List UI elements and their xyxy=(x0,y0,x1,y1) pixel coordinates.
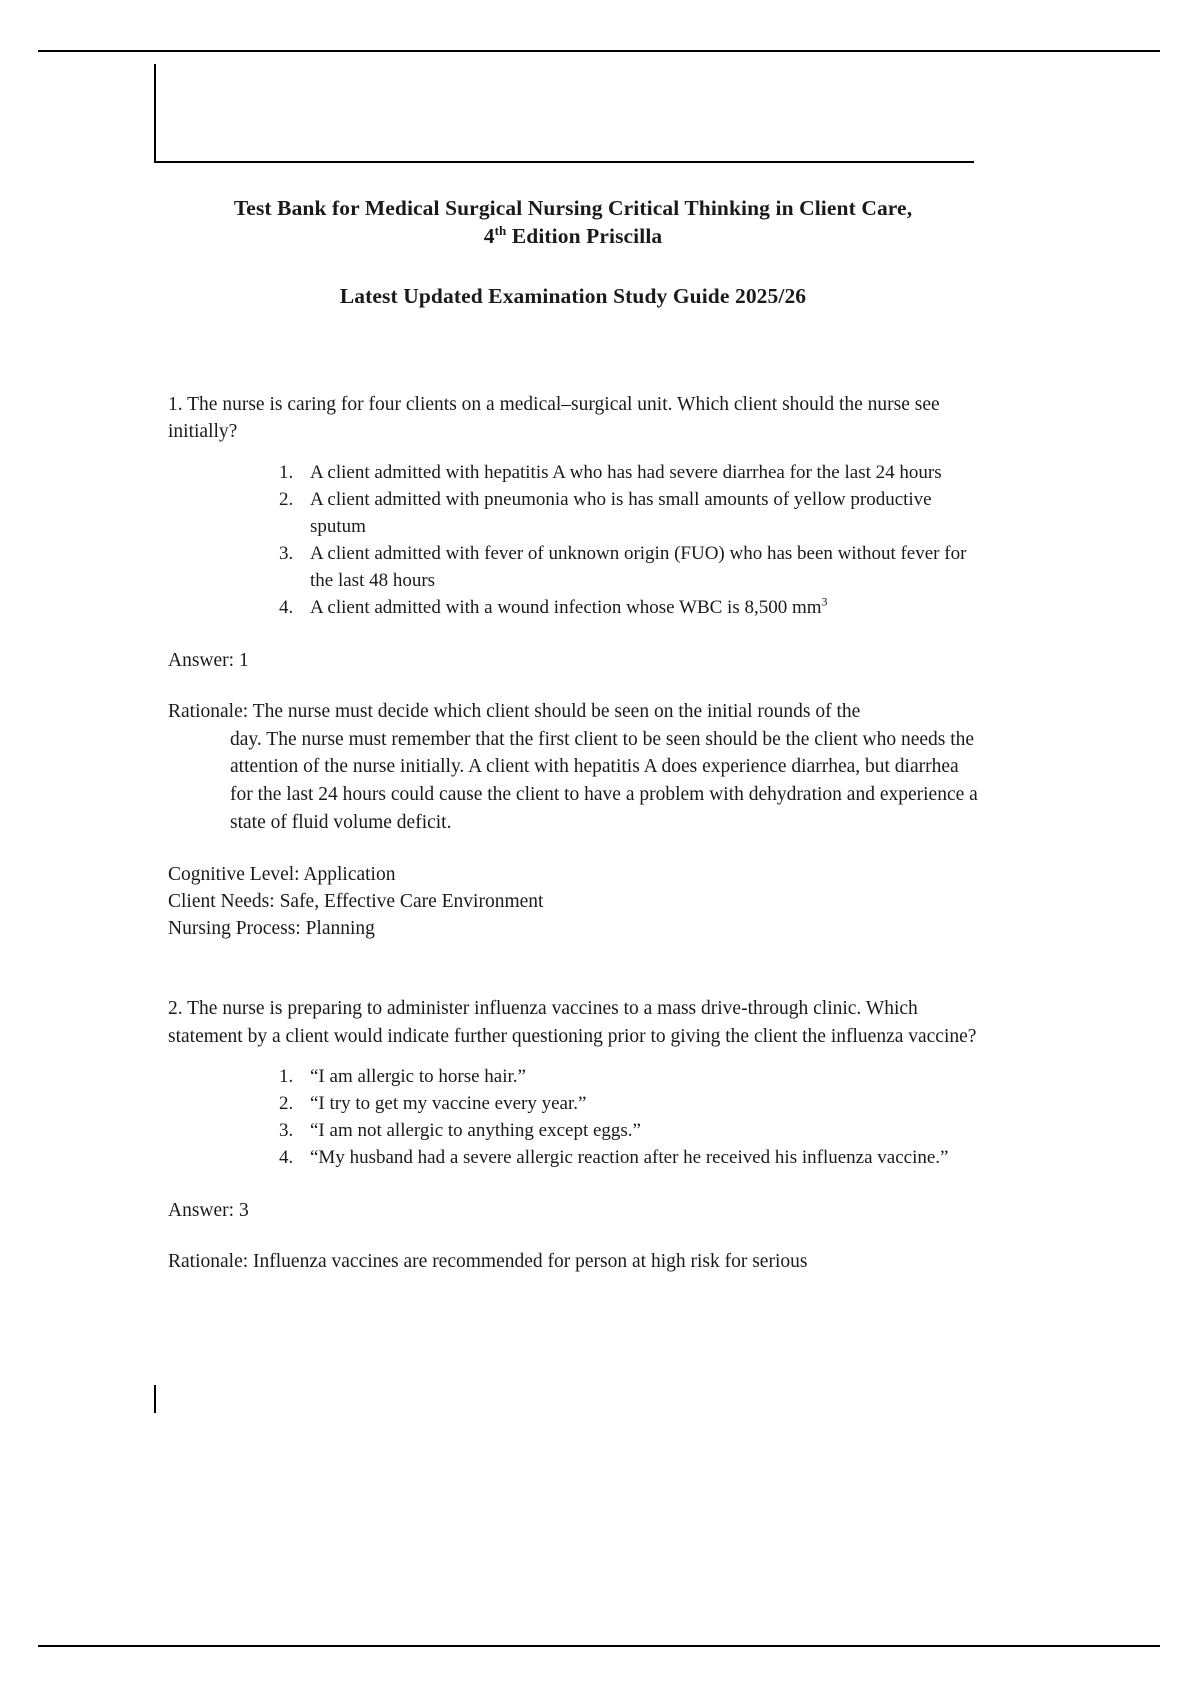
header-rule-block xyxy=(168,62,978,162)
option-item[interactable]: 2. A client admitted with pneumonia who is has small amounts of yellow productive sputum xyxy=(298,487,978,541)
page-title-ordinal-suffix: th xyxy=(494,223,507,239)
rationale-body-text: day. The nurse must remember that the first client to be seen should be the client who needs the attention of the nurse initially. A client with hepatitis A does experience diarrhea, but diarrhea for the last 24 hours could cause the client to have a problem with dehydration and experience a state of fluid volume deficit. xyxy=(230,728,978,833)
option-item[interactable]: 3. “I am not allergic to anything except eggs.” xyxy=(298,1118,978,1145)
option-item[interactable]: 1. “I am allergic to horse hair.” xyxy=(298,1064,978,1091)
footer-vertical-bar xyxy=(154,1385,156,1413)
question-block-1 xyxy=(168,391,978,943)
rationale-1 xyxy=(168,698,978,836)
option-item[interactable]: 3. A client admitted with fever of unknown origin (FUO) who has been without fever for the last 48 hours xyxy=(298,541,978,595)
title-spacer-2 xyxy=(168,361,978,391)
option-superscript: 3 xyxy=(821,594,828,609)
question-stem-1: 1. The nurse is caring for four clients on a medical–surgical unit. Which client should the nurse see initially? xyxy=(168,393,940,443)
title-spacer xyxy=(168,309,978,361)
rationale-first-line xyxy=(168,698,978,726)
page-title-line1: Test Bank for Medical Surgical Nursing Critical Thinking in Client Care, xyxy=(233,196,913,220)
header-vertical-bar xyxy=(154,64,156,162)
question-block-2 xyxy=(168,995,978,1276)
cognitive-level: Cognitive Level: Application xyxy=(168,864,396,886)
option-item[interactable]: 2. “I try to get my vaccine every year.” xyxy=(298,1091,978,1118)
rationale-line1-text: The nurse must decide which client should be seen on the initial rounds of the xyxy=(248,700,861,722)
client-needs: Client Needs: Safe, Effective Care Environment xyxy=(168,891,544,913)
answer-line-2: Answer: 3 xyxy=(168,1200,249,1222)
document-content xyxy=(168,62,978,1276)
header-horizontal-rule xyxy=(154,161,974,163)
option-item-text: A client admitted with a wound infection whose WBC is 8,500 mm xyxy=(310,596,822,618)
page-title xyxy=(168,194,978,251)
rationale-label: Rationale: xyxy=(168,700,249,722)
answer-line-1: Answer: 1 xyxy=(168,649,249,671)
question-metadata-1 xyxy=(168,862,978,943)
question-gap xyxy=(168,943,978,995)
page-title-line2-post: Edition Priscilla xyxy=(506,224,663,249)
rationale-first-line: Rationale: Influenza vaccines are recommended for person at high risk for serious xyxy=(168,1251,808,1273)
page-top-border xyxy=(38,50,1160,52)
rationale-2 xyxy=(168,1248,978,1276)
nursing-process: Nursing Process: Planning xyxy=(168,918,375,940)
option-item[interactable]: 1. A client admitted with hepatitis A who has had severe diarrhea for the last 24 hours xyxy=(298,460,978,487)
page-bottom-border xyxy=(38,1645,1160,1647)
page-subtitle: Latest Updated Examination Study Guide 2025/26 xyxy=(339,283,807,308)
page-title-line2-pre: 4 xyxy=(483,224,495,249)
question-stem-2: 2. The nurse is preparing to administer influenza vaccines to a mass drive-through clinic. Which statement by a client would indicate further questioning prior to giving the client the influenza vaccine? xyxy=(168,998,977,1047)
option-item[interactable]: 4. “My husband had a severe allergic reaction after he received his influenza vaccine.” xyxy=(298,1145,978,1172)
option-item[interactable] xyxy=(298,595,978,622)
answer-options-1 xyxy=(168,460,978,622)
answer-options-2 xyxy=(168,1064,978,1172)
